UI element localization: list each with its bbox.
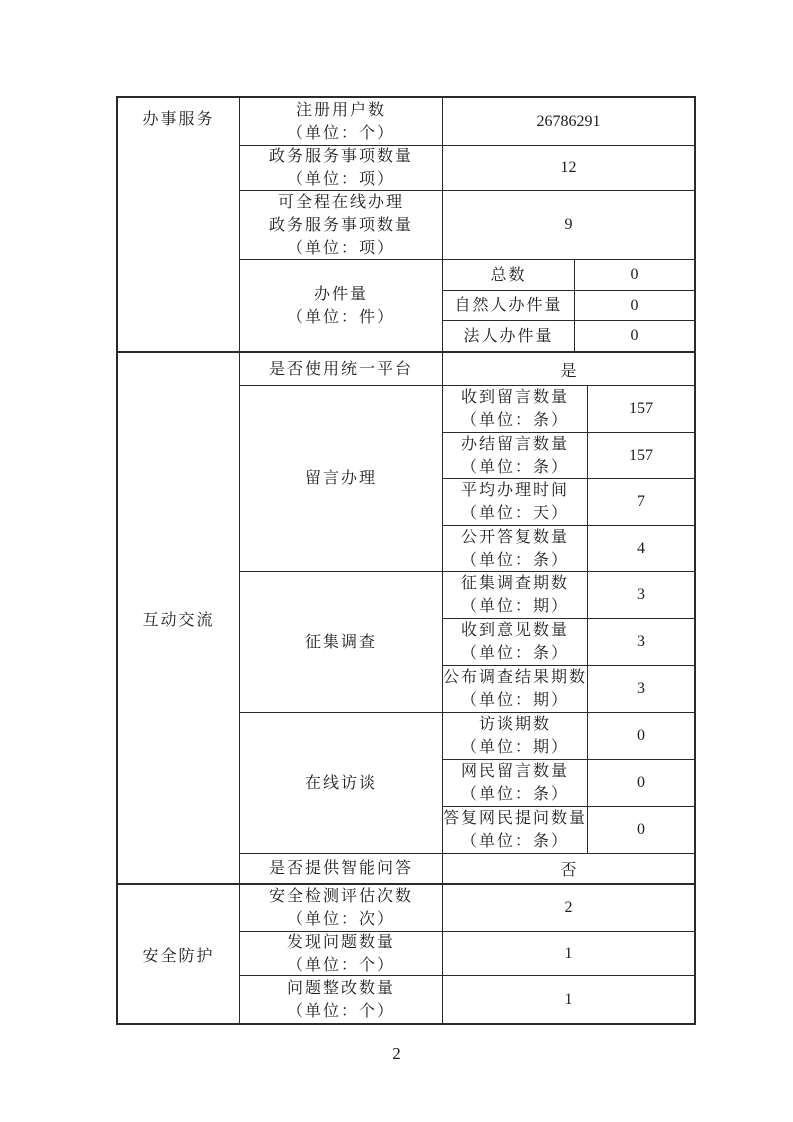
row-label <box>240 572 443 712</box>
label-line: （单位：件） <box>286 308 395 326</box>
category-cell <box>118 885 240 1023</box>
label-line: 自然人办件量 <box>454 297 563 314</box>
table-subrow <box>443 759 694 806</box>
report-table <box>116 96 696 1025</box>
row-label <box>240 854 443 883</box>
row-value: 1 <box>564 944 573 962</box>
subrow-value: 157 <box>629 446 653 464</box>
label-line: 留言办理 <box>304 470 377 487</box>
label-line: 是否提供智能问答 <box>268 860 413 877</box>
label-line: 办件量 <box>313 285 368 303</box>
subrow-label <box>443 807 588 853</box>
label-line: 总数 <box>490 266 527 284</box>
subrow-group <box>443 713 694 853</box>
table-row <box>240 190 694 259</box>
row-label <box>240 932 443 975</box>
section-interaction <box>118 351 694 883</box>
label-line: 平均办理时间 <box>460 482 569 499</box>
label-line: 可全程在线办理 <box>277 193 404 211</box>
table-subrow <box>443 478 694 525</box>
label-line: 是否使用统一平台 <box>268 360 413 378</box>
table-row-group <box>240 571 694 712</box>
row-label <box>240 386 443 571</box>
row-label <box>240 885 443 931</box>
label-line: 答复网民提问数量 <box>443 810 588 827</box>
subrow-label <box>443 291 575 320</box>
label-line: 征集调查期数 <box>460 575 569 592</box>
label-line: （单位：天） <box>460 505 569 522</box>
category-label: 安全防护 <box>142 947 215 965</box>
category-cell <box>118 353 240 883</box>
row-value: 2 <box>564 899 573 916</box>
label-line: （单位：条） <box>460 458 569 476</box>
label-line: （单位：期） <box>460 692 569 709</box>
subrow-value: 0 <box>637 727 645 744</box>
row-label <box>240 976 443 1023</box>
label-line: （单位：条） <box>460 833 569 850</box>
row-value: 12 <box>560 159 577 176</box>
subrow-value: 3 <box>637 633 645 650</box>
subrow-label <box>443 433 588 478</box>
table-subrow <box>443 713 694 759</box>
label-line: 收到留言数量 <box>460 389 569 406</box>
table-subrow <box>443 806 694 853</box>
row-value: 是 <box>560 362 577 380</box>
table-subrow <box>443 260 694 290</box>
table-row-group <box>240 259 694 351</box>
label-line: 收到意见数量 <box>460 622 569 639</box>
label-line: 政务服务事项数量 <box>268 216 413 234</box>
subrow-value: 3 <box>637 680 645 697</box>
subrow-value: 7 <box>637 493 645 510</box>
label-line: （单位：条） <box>460 412 569 429</box>
page-number: 2 <box>392 1044 401 1063</box>
subrow-label <box>443 321 575 351</box>
label-line: 问题整改数量 <box>286 979 395 997</box>
table-subrow <box>443 665 694 712</box>
subrow-label <box>443 479 588 525</box>
section-service <box>118 98 694 351</box>
row-label <box>240 191 443 259</box>
subrow-value: 0 <box>630 296 639 314</box>
table-row <box>240 975 694 1023</box>
label-line: （单位：条） <box>460 786 569 803</box>
label-line: （单位：次） <box>286 911 395 928</box>
label-line: （单位：项） <box>286 171 395 188</box>
label-line: 在线访谈 <box>304 774 377 792</box>
subrow-label <box>443 260 575 290</box>
label-line: 公布调查结果期数 <box>443 669 588 686</box>
row-label <box>240 713 443 853</box>
subrow-value: 0 <box>637 774 645 791</box>
subrow-label <box>443 666 588 712</box>
table-row <box>240 931 694 975</box>
category-label: 互动交流 <box>142 611 215 629</box>
row-label <box>240 260 443 351</box>
label-line: （单位：期） <box>460 739 569 756</box>
row-label <box>240 98 443 145</box>
label-line: （单位：条） <box>460 551 569 569</box>
subrow-value: 4 <box>637 539 645 557</box>
row-label <box>240 353 443 385</box>
label-line: 征集调查 <box>304 633 377 651</box>
section-security <box>118 883 694 1023</box>
table-row <box>240 853 694 883</box>
subrow-value: 0 <box>630 327 639 344</box>
section-rows <box>240 98 694 351</box>
label-line: （单位：个） <box>286 124 395 142</box>
table-row-group <box>240 385 694 571</box>
label-line: （单位：个） <box>286 1002 395 1020</box>
table-subrow <box>443 525 694 571</box>
label-line: 发现问题数量 <box>286 933 395 951</box>
subrow-label <box>443 713 588 759</box>
row-value: 9 <box>564 216 573 233</box>
subrow-group <box>443 572 694 712</box>
row-value: 1 <box>564 990 573 1008</box>
label-line: 安全检测评估次数 <box>268 888 413 905</box>
category-label: 办事服务 <box>142 111 215 128</box>
section-rows <box>240 885 694 1023</box>
subrow-group <box>443 386 694 571</box>
row-value: 26786291 <box>536 112 601 130</box>
subrow-value: 3 <box>637 586 645 603</box>
label-line: （单位：期） <box>460 598 569 615</box>
row-label <box>240 146 443 190</box>
table-row <box>240 145 694 190</box>
subrow-value: 157 <box>629 400 653 417</box>
label-line: 访谈期数 <box>478 716 551 733</box>
table-row-group <box>240 712 694 853</box>
label-line: 办结留言数量 <box>460 435 569 453</box>
category-cell <box>118 98 240 351</box>
label-line: （单位：个） <box>286 956 395 974</box>
label-line: （单位：项） <box>286 239 395 257</box>
table-subrow <box>443 290 694 320</box>
table-subrow <box>443 320 694 351</box>
table-subrow <box>443 572 694 618</box>
table-row <box>240 353 694 385</box>
section-rows <box>240 353 694 883</box>
label-line: 注册用户数 <box>295 101 386 119</box>
table-subrow <box>443 432 694 478</box>
label-line: 公开答复数量 <box>460 528 569 546</box>
table-subrow <box>443 618 694 665</box>
subrow-label <box>443 760 588 806</box>
table-subrow <box>443 386 694 432</box>
subrow-group <box>443 260 694 351</box>
subrow-label <box>443 619 588 665</box>
subrow-value: 0 <box>630 266 639 283</box>
label-line: 政务服务事项数量 <box>268 148 413 165</box>
subrow-label <box>443 572 588 618</box>
subrow-label <box>443 526 588 571</box>
row-value: 否 <box>560 862 577 879</box>
table-row <box>240 885 694 931</box>
label-line: 网民留言数量 <box>460 763 569 780</box>
label-line: （单位：条） <box>460 645 569 662</box>
subrow-value: 0 <box>637 821 645 838</box>
table-row <box>240 98 694 145</box>
subrow-label <box>443 386 588 432</box>
label-line: 法人办件量 <box>463 327 554 345</box>
